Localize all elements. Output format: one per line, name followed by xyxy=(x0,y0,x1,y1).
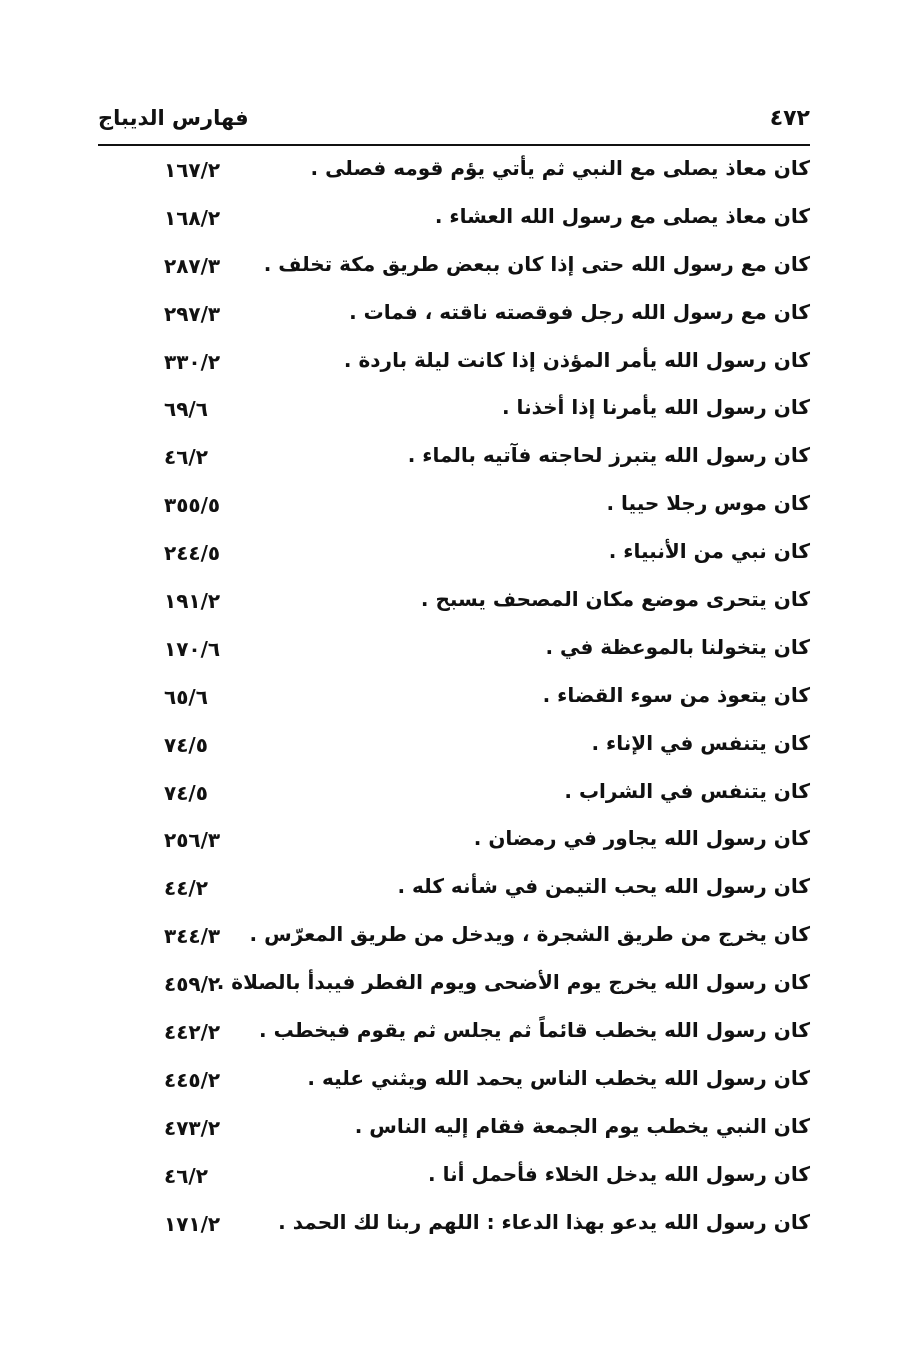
entry-reference: ٤٤/٢ xyxy=(164,876,208,901)
index-entry xyxy=(98,148,810,196)
entry-reference: ٦٩/٦ xyxy=(164,397,208,422)
entry-text: كان يتنفس في الشراب . xyxy=(564,778,810,803)
index-entry xyxy=(98,1154,810,1202)
index-entry xyxy=(98,675,810,723)
entry-reference: ٢٥٦/٣ xyxy=(164,828,221,853)
entry-reference: ٤٤٢/٢ xyxy=(164,1020,221,1045)
index-entry xyxy=(98,771,810,819)
entry-text: كان رسول الله يتبرز لحاجته فآتيه بالماء . xyxy=(407,443,810,468)
index-list xyxy=(98,148,810,1249)
index-entry xyxy=(98,627,810,675)
index-entry xyxy=(98,483,810,531)
index-entry xyxy=(98,1202,810,1250)
page-header xyxy=(98,104,810,146)
running-title: فهارس الديباج xyxy=(98,106,249,130)
entry-text: كان النبي يخطب يوم الجمعة فقام إليه الناس . xyxy=(354,1113,810,1138)
entry-reference: ١٦٧/٢ xyxy=(164,158,221,182)
entry-reference: ٧٤/٥ xyxy=(164,780,208,805)
index-entry xyxy=(98,1010,810,1058)
entry-text: كان معاذ يصلى مع النبي ثم يأتي يؤم قومه فصلى . xyxy=(310,156,810,180)
entry-text: كان موس رجلا حييا . xyxy=(606,491,810,516)
entry-reference: ٤٥٩/٢ xyxy=(164,972,221,997)
index-entry xyxy=(98,292,810,340)
entry-reference: ٦٥/٦ xyxy=(164,684,208,709)
entry-text: كان يتخولنا بالموعظة في . xyxy=(545,634,810,659)
entry-text: كان رسول الله يأمرنا إذا أخذنا . xyxy=(502,395,810,420)
entry-reference: ٤٦/٢ xyxy=(164,1163,208,1188)
entry-reference: ١٩١/٢ xyxy=(164,589,221,614)
entry-text: كان رسول الله يخطب الناس يحمد الله ويثني عليه . xyxy=(307,1065,810,1090)
entry-reference: ٤٦/٢ xyxy=(164,445,208,470)
index-entry xyxy=(98,914,810,962)
index-entry xyxy=(98,531,810,579)
entry-text: كان رسول الله يخرج يوم الأضحى ويوم الفطر فيبدأ بالصلاة . xyxy=(216,970,810,995)
index-entry xyxy=(98,1058,810,1106)
entry-reference: ٣٥٥/٥ xyxy=(164,493,221,518)
entry-text: كان رسول الله يدخل الخلاء فأحمل أنا . xyxy=(428,1161,810,1186)
index-entry xyxy=(98,244,810,292)
entry-text: كان نبي من الأنبياء . xyxy=(608,539,810,564)
index-entry xyxy=(98,1106,810,1154)
index-entry xyxy=(98,340,810,388)
entry-reference: ٢٩٧/٣ xyxy=(164,301,221,326)
entry-reference: ٣٤٤/٣ xyxy=(164,924,221,949)
entry-reference: ٢٤٤/٥ xyxy=(164,541,221,566)
entry-reference: ٤٧٣/٢ xyxy=(164,1115,221,1140)
entry-reference: ١٦٨/٢ xyxy=(164,205,221,230)
entry-text: كان يتعوذ من سوء القضاء . xyxy=(542,682,810,707)
index-entry xyxy=(98,818,810,866)
entry-text: كان رسول الله يدعو بهذا الدعاء : اللهم ربنا لك الحمد . xyxy=(278,1209,810,1234)
entry-reference: ٢٨٧/٣ xyxy=(164,253,221,278)
entry-reference: ٤٤٥/٢ xyxy=(164,1067,221,1092)
index-entry xyxy=(98,723,810,771)
index-entry xyxy=(98,196,810,244)
entry-reference: ٣٣٠/٢ xyxy=(164,349,221,374)
entry-text: كان يتحرى موضع مكان المصحف يسبح . xyxy=(420,587,810,612)
entry-reference: ١٧٠/٦ xyxy=(164,636,221,661)
index-entry xyxy=(98,579,810,627)
page-number: ٤٧٢ xyxy=(769,106,810,131)
index-entry xyxy=(98,435,810,483)
index-entry xyxy=(98,387,810,435)
entry-reference: ١٧١/٢ xyxy=(164,1211,221,1236)
entry-text: كان رسول الله يجاور في رمضان . xyxy=(473,826,810,851)
index-entry xyxy=(98,962,810,1010)
entry-text: كان رسول الله يأمر المؤذن إذا كانت ليلة باردة . xyxy=(343,347,810,372)
entry-text: كان معاذ يصلى مع رسول الله العشاء . xyxy=(434,203,810,228)
index-entry xyxy=(98,866,810,914)
entry-text: كان رسول الله يحب التيمن في شأنه كله . xyxy=(397,874,810,899)
entry-text: كان يخرج من طريق الشجرة ، ويدخل من طريق المعرّس . xyxy=(249,922,810,947)
entry-text: كان رسول الله يخطب قائماً ثم يجلس ثم يقوم فيخطب . xyxy=(259,1018,810,1043)
entry-reference: ٧٤/٥ xyxy=(164,732,208,757)
entry-text: كان يتنفس في الإناء . xyxy=(591,730,810,755)
entry-text: كان مع رسول الله حتى إذا كان ببعض طريق مكة تخلف . xyxy=(263,251,810,276)
entry-text: كان مع رسول الله رجل فوقصته ناقته ، فمات . xyxy=(349,299,810,324)
